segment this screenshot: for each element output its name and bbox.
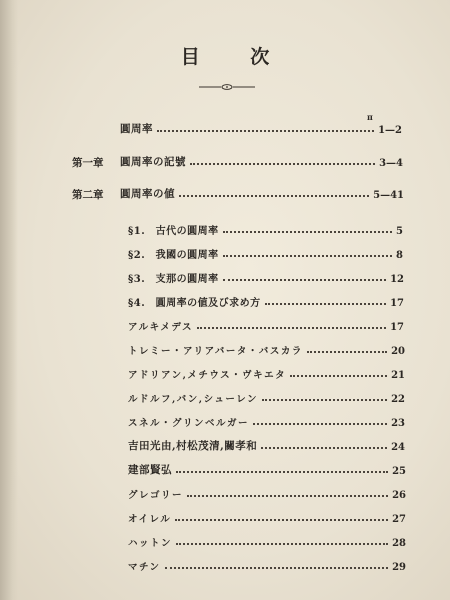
leader-dots xyxy=(223,231,392,233)
toc-entry xyxy=(120,183,404,201)
leader-dots xyxy=(175,519,388,521)
leader-dots xyxy=(223,279,386,281)
toc-section xyxy=(128,291,404,309)
toc-name-entry xyxy=(128,435,405,453)
leader-dots xyxy=(265,303,386,305)
entry-title: 圓周率 xyxy=(120,123,153,135)
leader-dots xyxy=(176,543,388,545)
leader-dots xyxy=(197,327,386,329)
name-page: 27 xyxy=(392,514,406,525)
toc-section xyxy=(128,243,403,261)
leader-dots xyxy=(307,351,387,353)
toc-name-entry xyxy=(128,315,404,333)
name-title: トレミー・アリアバータ・バスカラ xyxy=(128,346,303,357)
toc-name-entry xyxy=(128,339,405,357)
leader-dots xyxy=(179,195,369,197)
toc-name-entry xyxy=(128,459,406,477)
leader-dots xyxy=(290,375,387,377)
leader-dots xyxy=(262,399,387,401)
entry-page: 5—41 xyxy=(373,190,404,201)
section-page: 8 xyxy=(396,250,403,261)
page-marker: π xyxy=(367,112,373,122)
entry-title: 圓周率の値 xyxy=(120,188,175,200)
toc-name-entry xyxy=(128,555,406,573)
entry-page: 3—4 xyxy=(379,158,403,169)
name-page: 20 xyxy=(391,346,405,357)
leader-dots xyxy=(190,163,375,165)
section-title: §3. 支那の圓周率 xyxy=(128,274,219,285)
toc-name-entry xyxy=(128,387,405,405)
leader-dots xyxy=(176,471,388,473)
page-title: 目 次 xyxy=(180,46,292,68)
name-title: スネル・グリンベルガー xyxy=(128,418,250,429)
name-title: ルドルフ,バン,シューレン xyxy=(128,394,258,405)
name-page: 29 xyxy=(392,562,406,573)
toc-name-entry xyxy=(128,363,405,381)
section-page: 17 xyxy=(390,298,404,309)
name-title: ハットン xyxy=(128,538,173,549)
leader-dots xyxy=(187,495,388,497)
toc-entry xyxy=(120,151,403,169)
leader-dots xyxy=(223,255,392,257)
entry-page: 1—2 xyxy=(378,125,402,136)
leader-dots xyxy=(165,567,389,569)
leader-dots xyxy=(261,447,387,449)
entry-title: 圓周率の記號 xyxy=(120,156,186,168)
leader-dots xyxy=(157,130,374,132)
name-title: グレゴリー xyxy=(128,490,184,501)
toc-entry xyxy=(120,118,402,136)
name-page: 22 xyxy=(391,394,405,405)
name-title: 建部賢弘 xyxy=(128,464,172,476)
section-page: 12 xyxy=(390,274,404,285)
toc-name-entry xyxy=(128,411,405,429)
name-page: 24 xyxy=(391,442,405,453)
name-title: オイレル xyxy=(128,514,172,525)
name-page: 23 xyxy=(391,418,405,429)
name-title: アルキメデス xyxy=(128,322,194,333)
book-spine-shadow xyxy=(0,0,18,600)
name-page: 25 xyxy=(392,466,406,477)
name-title: マチン xyxy=(128,562,161,573)
toc-section xyxy=(128,267,404,285)
name-page: 26 xyxy=(392,490,406,501)
toc-section xyxy=(128,219,403,237)
toc-name-entry xyxy=(128,483,406,501)
name-page: 28 xyxy=(392,538,406,549)
name-title: 吉田光由,村松茂清,關孝和 xyxy=(128,440,258,452)
section-title: §1. 古代の圓周率 xyxy=(128,226,219,237)
leader-dots xyxy=(253,423,387,425)
chapter-label: 第一章 xyxy=(72,157,104,169)
ornament-divider xyxy=(199,83,255,91)
chapter-label: 第二章 xyxy=(72,189,104,201)
section-page: 5 xyxy=(396,226,403,237)
name-page: 17 xyxy=(390,322,404,333)
section-title: §4. 圓周率の値及び求め方 xyxy=(128,298,261,309)
name-page: 21 xyxy=(391,370,405,381)
section-title: §2. 我國の圓周率 xyxy=(128,250,219,261)
toc-name-entry xyxy=(128,507,406,525)
toc-name-entry xyxy=(128,531,406,549)
name-title: アドリアン,メチウス・ヴキエタ xyxy=(128,370,287,381)
